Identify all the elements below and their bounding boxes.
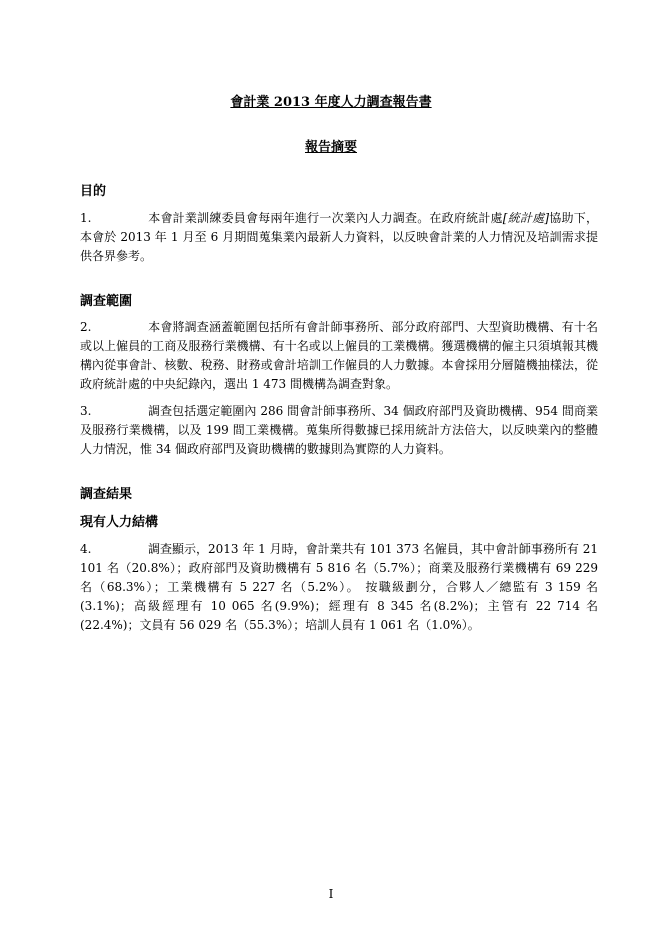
paragraph-2-text: 本會將調查涵蓋範圍包括所有會計師事務所、部分政府部門、大型資助機構、有十名或以上僱員的工商及服務行業機構、有十名或以上僱員的工業機構。獲選機構的僱主只須填報其機構內從事會計、核數、稅務、財務或會計培訓工作僱員的人力數據。本會採用分層隨機抽樣法，從政府統計處的中央紀錄內，選出 1 473 間機構為調查對象。	[80, 320, 598, 391]
paragraph-4-text: 調查顯示，2013 年 1 月時，會計業共有 101 373 名僱員，其中會計師事務所有 21 101 名（20.8%）；政府部門及資助機構有 5 816 名（5.7%）；商業及服務行業機構有 69 229 名（68.3%）；工業機構有 5 227 名（5.2%）。 按職級劃分，合夥人／總監有 3 159 名(3.1%)；高級經理有 10 065 名(9.9%)；經理有 8 345 名(8.2%)；主管有 22 714 名(22.4%)；文員有 56 029 名（55.3%）；培訓人員有 1 061 名（1.0%）。	[80, 542, 598, 632]
page-number: I	[328, 887, 334, 901]
document-title: 會計業 2013 年度人力調查報告書	[230, 95, 432, 110]
paragraph-3-number: 3.	[80, 404, 92, 418]
document-subtitle: 報告摘要	[304, 140, 357, 155]
paragraph-1-text-a: 本會計業訓練委員會每兩年進行一次業內人力調查。在政府統計處	[148, 211, 503, 225]
purpose-heading: 目的	[80, 184, 107, 199]
results-heading: 調查結果	[80, 487, 133, 502]
paragraph-4-number: 4.	[80, 542, 92, 556]
scope-heading: 調查範圍	[80, 294, 133, 309]
results-subheading: 現有人力結構	[80, 515, 159, 530]
paragraph-2	[80, 318, 598, 394]
paragraph-2-number: 2.	[80, 320, 92, 334]
paragraph-1-italic: [統計處]	[502, 211, 550, 225]
paragraph-1-text-b: 協助下，本會於 2013 年 1 月至 6 月期間蒐集業內最新人力資料，以反映會計業的人力情況及培訓需求提供各界參考。	[80, 211, 598, 263]
paragraph-1	[80, 209, 598, 266]
paragraph-3	[80, 402, 598, 459]
paragraph-1-number: 1.	[80, 211, 92, 225]
paragraph-3-text: 調查包括選定範圍內 286 間會計師事務所、34 個政府部門及資助機構、954 間商業及服務行業機構，以及 199 間工業機構。蒐集所得數據已採用統計方法倍大，以反映業內的整體人力情況，惟 34 個政府部門及資助機構的數據則為實際的人力資料。	[80, 404, 598, 456]
paragraph-4	[80, 540, 598, 635]
